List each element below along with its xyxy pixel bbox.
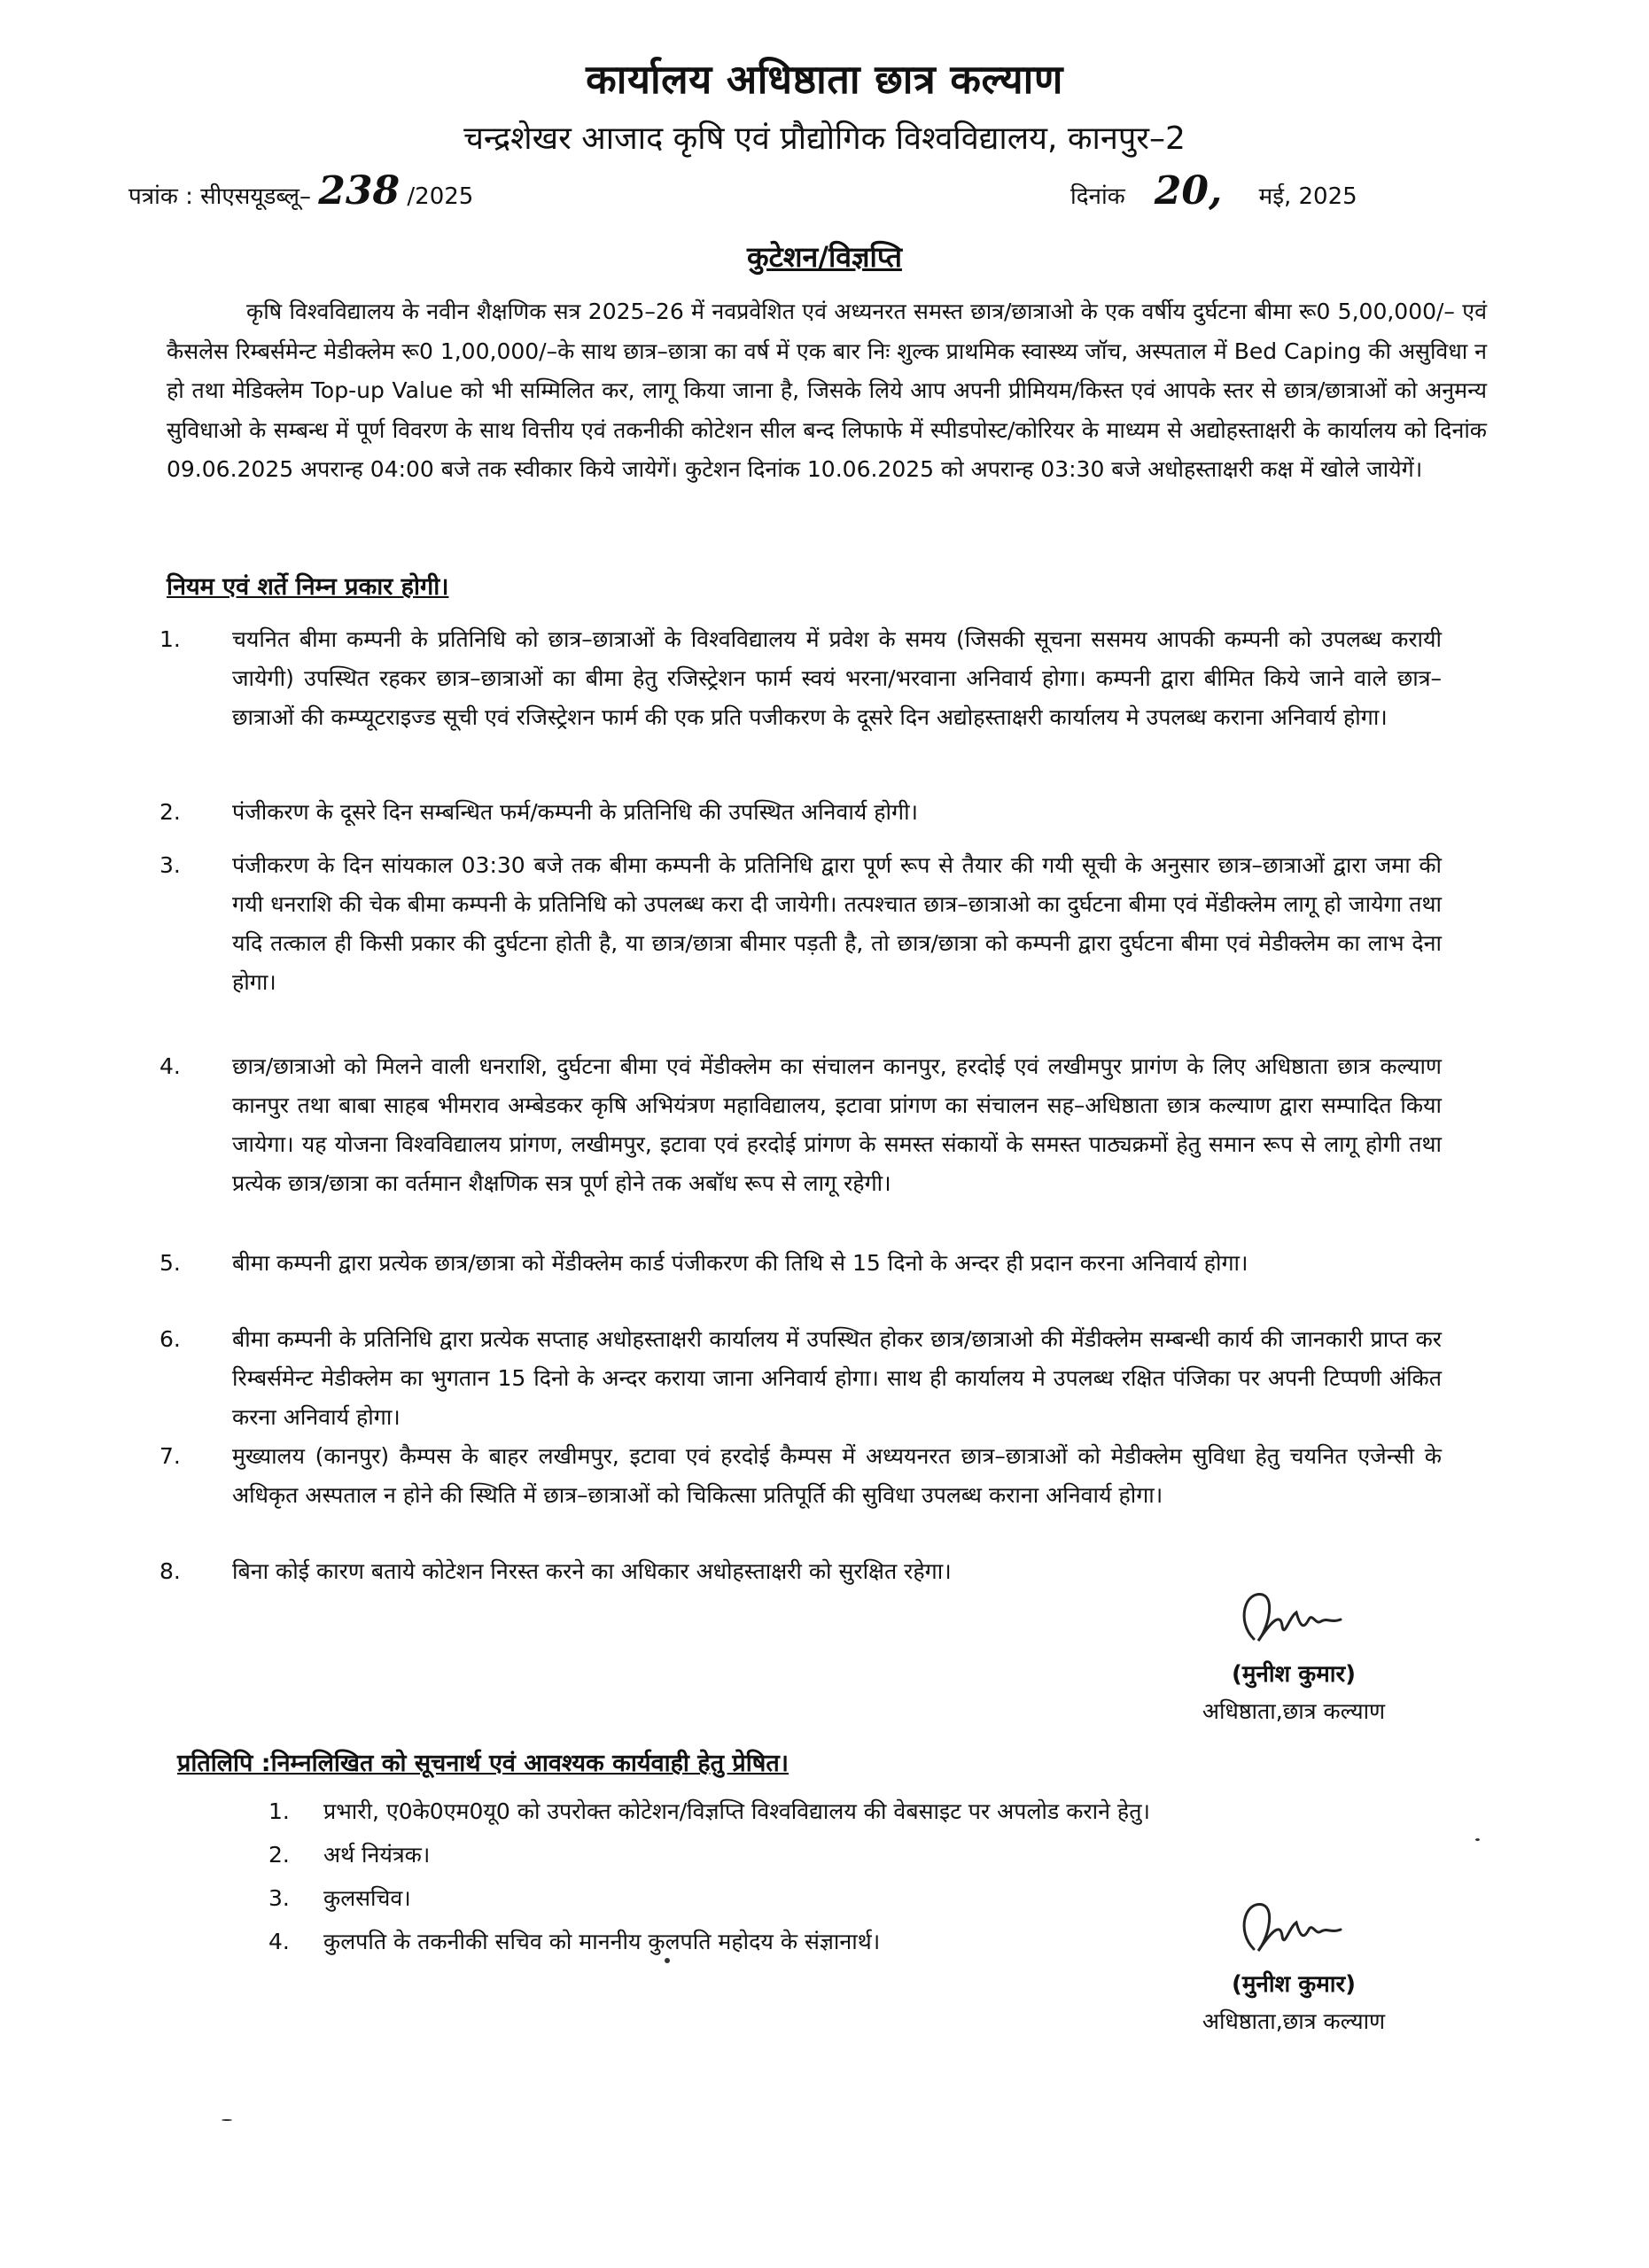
copy-to-number: 2. <box>268 1842 290 1868</box>
condition-text: बीमा कम्पनी के प्रतिनिधि द्वारा प्रत्येक सप्ताह अधोहस्ताक्षरी कार्यालय में उपस्थित होकर छात्र/छात्राओ की मेंडीक्लेम सम्बन्धी कार्य की जानकारी प्राप्त कर रिम्बर्समेन्ट मेडीक्लेम का भुगतान 15 दिनो के अन्दर कराया जाना अनिवार्य होगा। साथ ही कार्यालय मे उपलब्ध रक्षित पंजिका पर अपनी टिप्पणी अंकित करना अनिवार्य होगा। <box>232 1326 1442 1430</box>
condition-number: 3. <box>159 852 181 878</box>
subject-heading: कुटेशन/विज्ञप्ति <box>747 240 902 274</box>
office-title: कार्यालय अधिष्ठाता छात्र कल्याण <box>586 56 1063 103</box>
signatory-designation: अधिष्ठाता,छात्र कल्याण <box>1202 1698 1386 1724</box>
copy-to-text: कुलपति के तकनीकी सचिव को माननीय कुलपति महोदय के संज्ञानार्थ। <box>323 1929 881 1954</box>
body-paragraph: कृषि विश्वविद्यालय के नवीन शैक्षणिक सत्र 2025–26 में नवप्रवेशित एवं अध्यनरत समस्त छात्र/छात्राओ के एक वर्षीय दुर्घटना बीमा रू0 5,00,000/– एवं कैसलेस रिम्बर्समेन्ट मेडीक्लेम रू0 1,00,000/–के साथ छात्र–छात्रा का वर्ष में एक बार निः शुल्क प्राथमिक स्वास्थ्य जॉच, अस्पताल में Bed Caping की असुविधा न हो तथा मेडिक्लेम Top-up Value को भी सम्मिलित कर, लागू किया जाना है, जिसके लिये आप अपनी प्रीमियम/किस्त एवं आपके स्तर से छात्र/छात्राओं को अनुमन्य सुविधाओ के सम्बन्ध में पूर्ण विवरण के साथ वित्तीय एवं तकनीकी कोटेशन सील बन्द लिफाफे में स्पीडपोस्ट/कोरियर के माध्यम से अद्योहस्ताक्षरी के कार्यालय को दिनांक 09.06.2025 अपरान्ह 04:00 बजे तक स्वीकार किये जायेगें। कुटेशन दिनांक 10.06.2025 को अपरान्ह 03:30 बजे अधोहस्ताक्षरी कक्ष में खोले जायेगें। <box>167 299 1487 482</box>
date-label: दिनांक <box>1070 183 1125 210</box>
condition-number: 7. <box>159 1443 181 1469</box>
scan-speck <box>222 2119 232 2121</box>
condition-text: पंजीकरण के दूसरे दिन सम्बन्धित फर्म/कम्पनी के प्रतिनिधि की उपस्थित अनिवार्य होगी। <box>232 799 919 825</box>
university-name: चन्द्रशेखर आजाद कृषि एवं प्रौद्योगिक विश्वविद्यालय, कानपुर–2 <box>463 120 1186 157</box>
condition-number: 2. <box>159 799 181 825</box>
condition-number: 8. <box>159 1558 181 1584</box>
condition-item <box>159 620 1442 737</box>
date-month-year: मई, 2025 <box>1258 183 1357 210</box>
copy-to-number: 4. <box>268 1929 290 1954</box>
reference-prefix: पत्रांक : सीएसयूडब्लू– <box>128 183 312 210</box>
signature-mark <box>1227 1896 1360 1967</box>
signatory-name: (मुनीश कुमार) <box>1231 1971 1357 1998</box>
condition-number: 1. <box>159 626 181 652</box>
condition-text: छात्र/छात्राओ को मिलने वाली धनराशि, दुर्घटना बीमा एवं मेंडीक्लेम का संचालन कानपुर, हरदोई एवं लखीमपुर प्रागंण के लिए अधिष्ठाता छात्र कल्याण कानपुर तथा बाबा साहब भीमराव अम्बेडकर कृषि अभियंत्रण महाविद्यालय, इटावा प्रांगण का संचालन सह–अधिष्ठाता छात्र कल्याण द्वारा सम्पादित किया जायेगा। यह योजना विश्वविद्यालय प्रांगण, लखीमपुर, इटावा एवं हरदोई प्रांगण के समस्त संकायों के समस्त पाठ्यक्रमों हेतु समान रूप से लागू होगी तथा प्रत्येक छात्र/छात्रा का वर्तमान शैक्षणिक सत्र पूर्ण होने तक अबॉध रूप से लागू रहेगी। <box>232 1053 1442 1196</box>
rules-heading: नियम एवं शर्ते निम्न प्रकार होगी। <box>167 573 449 601</box>
reference-handwritten-number: 238 <box>318 168 401 214</box>
copy-to-heading: प्रतिलिपि :निम्नलिखित को सूचनार्थ एवं आवश्यक कार्यवाही हेतु प्रेषित। <box>177 1750 789 1777</box>
signatory-designation: अधिष्ठाता,छात्र कल्याण <box>1202 2008 1386 2034</box>
copy-to-number: 3. <box>268 1885 290 1911</box>
copy-to-text: कुलसचिव। <box>323 1885 411 1911</box>
condition-item <box>159 1437 1442 1515</box>
signatory-name: (मुनीश कुमार) <box>1231 1661 1357 1688</box>
copy-to-text: अर्थ नियंत्रक। <box>323 1842 431 1868</box>
condition-item <box>159 1047 1442 1203</box>
condition-item <box>159 793 1442 832</box>
reference-date <box>1070 168 1357 214</box>
condition-text: चयनित बीमा कम्पनी के प्रतिनिधि को छात्र–छात्राओं के विश्वविद्यालय में प्रवेश के समय (जिसकी सूचना ससमय आपकी कम्पनी को उपलब्ध करायी जायेगी) उपस्थित रहकर छात्र–छात्राओं का बीमा हेतु रजिस्ट्रेशन फार्म स्वयं भरना/भरवाना अनिवार्य होगा। कम्पनी द्वारा बीमित किये जाने वाले छात्र–छात्राओं की कम्प्यूटराइज्ड सूची एवं रजिस्ट्रेशन फार्म की एक प्रति पजीकरण के दूसरे दिन अद्योहस्ताक्षरी कार्यालय मे उपलब्ध कराना अनिवार्य होगा। <box>232 626 1442 730</box>
signature-mark <box>1227 1586 1360 1657</box>
condition-number: 4. <box>159 1053 181 1079</box>
reference-number <box>128 168 473 214</box>
condition-item <box>159 1244 1442 1283</box>
date-handwritten-day: 20, <box>1154 168 1223 214</box>
copy-to-item <box>268 1792 1475 1831</box>
condition-text: मुख्यालय (कानपुर) कैम्पस के बाहर लखीमपुर, इटावा एवं हरदोई कैम्पस में अध्ययनरत छात्र–छात्राओं को मेडीक्लेम सुविधा हेतु चयनित एजेन्सी के अधिकृत अस्पताल न होने की स्थिति में छात्र–छात्राओं को चिकित्सा प्रतिपूर्ति की सुविधा उपलब्ध कराना अनिवार्य होगा। <box>232 1443 1442 1508</box>
condition-number: 5. <box>159 1250 181 1276</box>
scan-speck <box>1475 1838 1480 1841</box>
copy-to-number: 1. <box>268 1798 290 1824</box>
scan-speck <box>665 1958 670 1963</box>
condition-number: 6. <box>159 1326 181 1352</box>
condition-item <box>159 846 1442 1002</box>
condition-text: बीमा कम्पनी द्वारा प्रत्येक छात्र/छात्रा को मेंडीक्लेम कार्ड पंजीकरण की तिथि से 15 दिनो के अन्दर ही प्रदान करना अनिवार्य होगा। <box>232 1250 1248 1276</box>
condition-item <box>159 1320 1442 1437</box>
copy-to-item <box>268 1836 1475 1875</box>
reference-year: /2025 <box>407 183 474 210</box>
copy-to-text: प्रभारी, ए0के0एम0यू0 को उपरोक्त कोटेशन/विज्ञप्ति विश्वविद्यालय की वेबसाइट पर अपलोड कराने हेतु। <box>323 1798 1150 1824</box>
signature-block <box>1143 1586 1444 1726</box>
condition-text: बिना कोई कारण बताये कोटेशन निरस्त करने का अधिकार अधोहस्ताक्षरी को सुरक्षित रहेगा। <box>232 1558 952 1584</box>
condition-text: पंजीकरण के दिन सांयकाल 03:30 बजे तक बीमा कम्पनी के प्रतिनिधि द्वारा पूर्ण रूप से तैयार की गयी सूची के अनुसार छात्र–छात्राओं द्वारा जमा की गयी धनराशि की चेक बीमा कम्पनी के प्रतिनिधि को उपलब्ध करा दी जायेगी। तत्पश्चात छात्र–छात्राओ का दुर्घटना बीमा एवं मेंडीक्लेम लागू हो जायेगा तथा यदि तत्काल ही किसी प्रकार की दुर्घटना होती है, या छात्र/छात्रा बीमार पड़ती है, तो छात्र/छात्रा को कम्पनी द्वारा दुर्घटना बीमा एवं मेडीक्लेम का लाभ देना होगा। <box>232 852 1442 995</box>
signature-block <box>1143 1896 1444 2036</box>
